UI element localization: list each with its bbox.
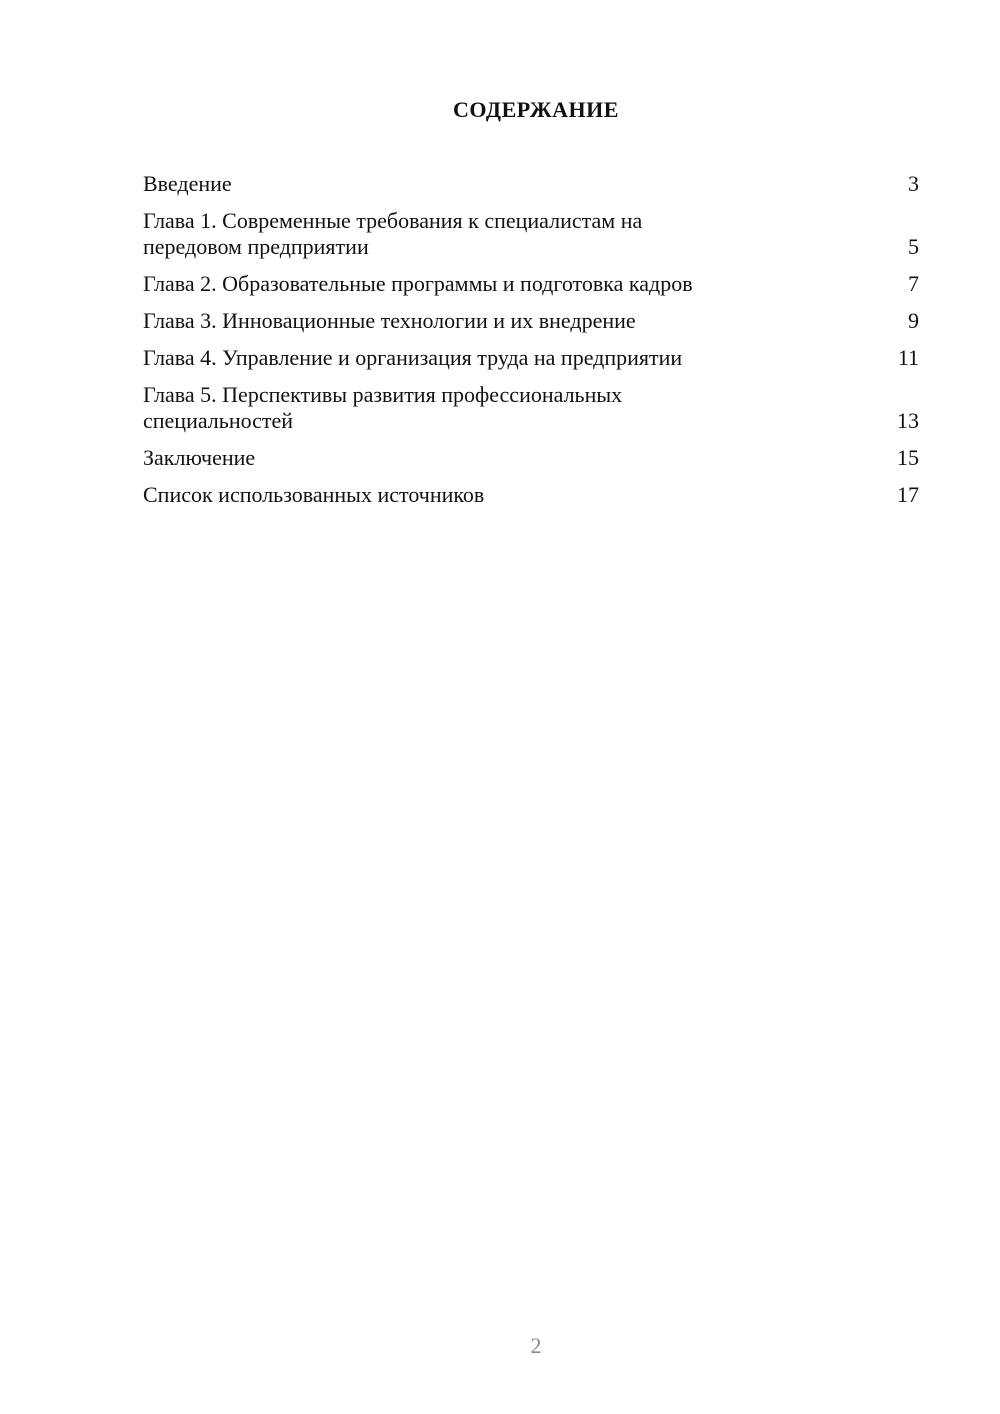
toc-entry-references[interactable]: [143, 482, 919, 508]
toc-entry-title: Глава 1. Современные требования к специалистам на передовом предприятии: [143, 208, 643, 259]
toc-entry-title: Глава 3. Инновационные технологии и их внедрение: [143, 308, 636, 333]
toc-entry-chapter-2[interactable]: [143, 271, 919, 297]
page-title: СОДЕРЖАНИЕ: [453, 97, 619, 122]
table-of-contents: [143, 171, 919, 519]
toc-entry-page: 9: [908, 308, 919, 333]
toc-entry-chapter-5[interactable]: [143, 382, 919, 434]
toc-entry-title: Глава 2. Образовательные программы и подготовка кадров: [143, 271, 693, 296]
page-number: 2: [530, 1333, 542, 1358]
toc-entry-title: Заключение: [143, 445, 256, 470]
toc-entry-page: 11: [897, 345, 919, 370]
toc-entry-title: Введение: [143, 171, 232, 196]
toc-entry-page: 3: [908, 171, 919, 196]
toc-entry-page: 13: [897, 408, 919, 433]
toc-entry-page: 7: [908, 271, 919, 296]
toc-entry-page: 5: [908, 234, 919, 259]
toc-entry-chapter-4[interactable]: [143, 345, 919, 371]
toc-entry-chapter-3[interactable]: [143, 308, 919, 334]
toc-entry-introduction[interactable]: [143, 171, 919, 197]
toc-entry-chapter-1[interactable]: [143, 208, 919, 260]
toc-entry-title: Список использованных источников: [143, 482, 485, 507]
toc-entry-title: Глава 4. Управление и организация труда на предприятии: [143, 345, 683, 370]
toc-entry-page: 17: [897, 482, 919, 507]
toc-entry-page: 15: [897, 445, 919, 470]
toc-entry-conclusion[interactable]: [143, 445, 919, 471]
toc-entry-title: Глава 5. Перспективы развития профессиональных специальностей: [143, 382, 623, 433]
